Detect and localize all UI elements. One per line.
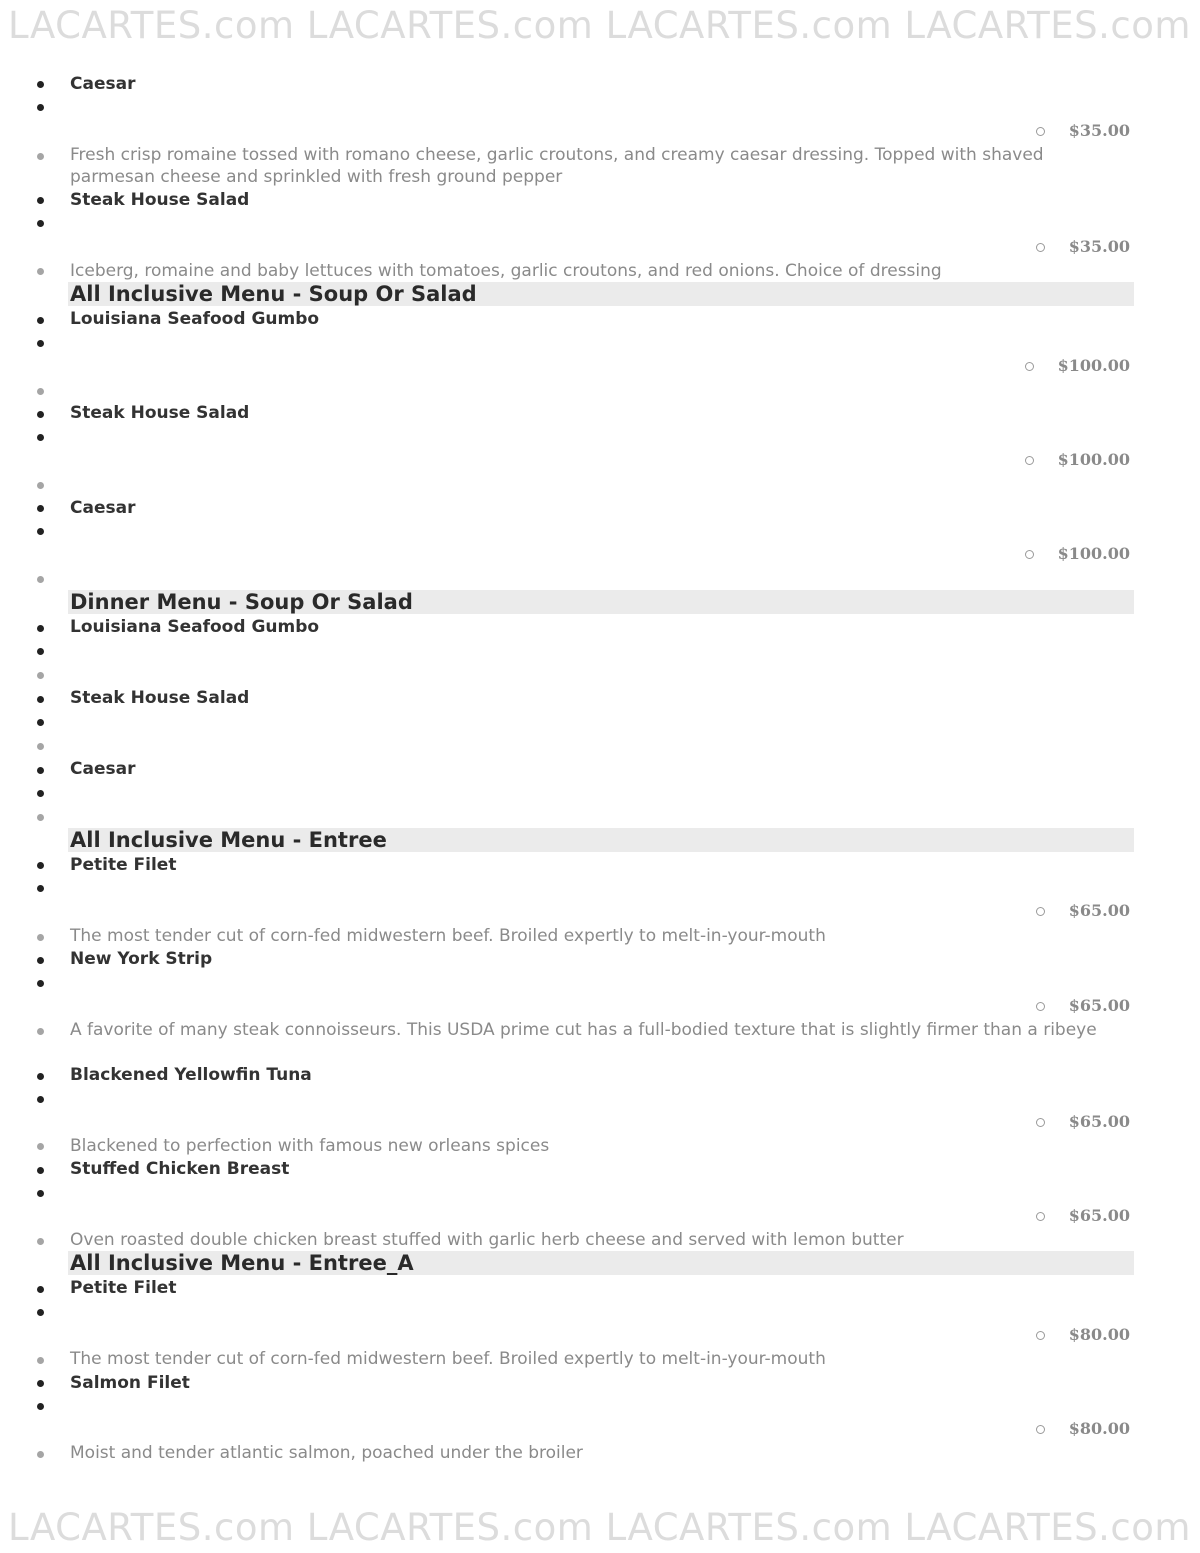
bullet [37, 743, 44, 750]
price-row [1025, 449, 1130, 471]
item-name: Caesar [70, 74, 136, 94]
bullet [37, 814, 44, 821]
bullet [37, 388, 44, 395]
item-name: Salmon Filet [70, 1373, 190, 1393]
item-price: $65.00 [1068, 1206, 1130, 1225]
price-row [1036, 1418, 1130, 1440]
circle-bullet-icon [1036, 127, 1045, 136]
circle-bullet-icon [1036, 1212, 1045, 1221]
bullet [37, 934, 44, 941]
bullet [37, 1309, 44, 1316]
bullet [37, 81, 44, 88]
bullet [37, 104, 44, 111]
bullet [37, 1073, 44, 1080]
price-row [1036, 1324, 1130, 1346]
bullet [37, 340, 44, 347]
bullet [37, 1380, 44, 1387]
item-name: Louisiana Seafood Gumbo [70, 617, 320, 637]
circle-bullet-icon [1036, 243, 1045, 252]
item-name: Caesar [70, 759, 136, 779]
bullet [37, 719, 44, 726]
item-name: Caesar [70, 498, 136, 518]
price-row [1036, 1205, 1130, 1227]
bullet [37, 1238, 44, 1245]
bullet [37, 957, 44, 964]
bullet [37, 767, 44, 774]
item-price: $80.00 [1068, 1325, 1130, 1344]
item-price: $35.00 [1068, 121, 1130, 140]
circle-bullet-icon [1036, 1118, 1045, 1127]
bullet [37, 482, 44, 489]
bullet [37, 885, 44, 892]
bullet [37, 220, 44, 227]
item-description: A favorite of many steak connoisseurs. This USDA prime cut has a full-bodied texture that is slightly firmer than a ribeye [70, 1020, 1097, 1040]
item-name: Steak House Salad [70, 403, 250, 423]
item-price: $100.00 [1057, 450, 1130, 469]
bullet [37, 505, 44, 512]
price-row [1036, 995, 1130, 1017]
bullet [37, 153, 44, 160]
price-row [1036, 1111, 1130, 1133]
item-description: The most tender cut of corn-fed midwestern beef. Broiled expertly to melt-in-your-mouth [70, 926, 826, 946]
bullet [37, 696, 44, 703]
circle-bullet-icon [1036, 907, 1045, 916]
section-heading: All Inclusive Menu - Entree [68, 828, 1134, 852]
circle-bullet-icon [1036, 1002, 1045, 1011]
bullet [37, 1190, 44, 1197]
circle-bullet-icon [1025, 550, 1034, 559]
item-name: Petite Filet [70, 1278, 177, 1298]
bullet [37, 980, 44, 987]
item-name: Steak House Salad [70, 190, 250, 210]
bullet [37, 576, 44, 583]
item-description: Blackened to perfection with famous new orleans spices [70, 1136, 550, 1156]
bullet [37, 790, 44, 797]
item-name: Louisiana Seafood Gumbo [70, 309, 320, 329]
bullet [37, 672, 44, 679]
bullet [37, 197, 44, 204]
item-name: Petite Filet [70, 855, 177, 875]
watermark-top: LACARTES.com LACARTES.com LACARTES.com LACARTES.com [8, 4, 1191, 47]
bullet [37, 1143, 44, 1150]
bullet [37, 1167, 44, 1174]
bullet [37, 1451, 44, 1458]
bullet [37, 411, 44, 418]
bullet [37, 268, 44, 275]
bullet [37, 648, 44, 655]
price-row [1036, 900, 1130, 922]
circle-bullet-icon [1036, 1331, 1045, 1340]
item-description: Oven roasted double chicken breast stuffed with garlic herb cheese and served with lemon butter [70, 1230, 904, 1250]
item-price: $100.00 [1057, 356, 1130, 375]
item-name: Steak House Salad [70, 688, 250, 708]
item-description: The most tender cut of corn-fed midwestern beef. Broiled expertly to melt-in-your-mouth [70, 1349, 826, 1369]
bullet [37, 862, 44, 869]
price-row [1025, 543, 1130, 565]
circle-bullet-icon [1036, 1425, 1045, 1434]
circle-bullet-icon [1025, 456, 1034, 465]
bullet [37, 528, 44, 535]
section-heading: All Inclusive Menu - Soup Or Salad [68, 282, 1134, 306]
price-row [1036, 120, 1130, 142]
bullet [37, 1286, 44, 1293]
item-price: $100.00 [1057, 544, 1130, 563]
item-description: Fresh crisp romaine tossed with romano cheese, garlic croutons, and creamy caesar dressing. Topped with shaved parmesan cheese and sprinkled with fresh ground pepper [70, 145, 1044, 187]
bullet [37, 434, 44, 441]
price-row [1025, 355, 1130, 377]
item-price: $65.00 [1068, 901, 1130, 920]
item-description: Iceberg, romaine and baby lettuces with tomatoes, garlic croutons, and red onions. Choice of dressing [70, 261, 942, 281]
item-price: $80.00 [1068, 1419, 1130, 1438]
item-name: New York Strip [70, 949, 213, 969]
bullet [37, 317, 44, 324]
item-price: $35.00 [1068, 237, 1130, 256]
bullet [37, 1357, 44, 1364]
section-heading: Dinner Menu - Soup Or Salad [68, 590, 1134, 614]
price-row [1036, 236, 1130, 258]
section-heading: All Inclusive Menu - Entree_A [68, 1251, 1134, 1275]
item-price: $65.00 [1068, 996, 1130, 1015]
circle-bullet-icon [1025, 362, 1034, 371]
item-description: Moist and tender atlantic salmon, poached under the broiler [70, 1443, 583, 1463]
bullet [37, 1028, 44, 1035]
item-price: $65.00 [1068, 1112, 1130, 1131]
bullet [37, 1403, 44, 1410]
bullet [37, 625, 44, 632]
item-name: Stuffed Chicken Breast [70, 1159, 290, 1179]
bullet [37, 1096, 44, 1103]
item-name: Blackened Yellowfin Tuna [70, 1065, 312, 1085]
watermark-bottom: LACARTES.com LACARTES.com LACARTES.com LACARTES.com [8, 1506, 1191, 1549]
